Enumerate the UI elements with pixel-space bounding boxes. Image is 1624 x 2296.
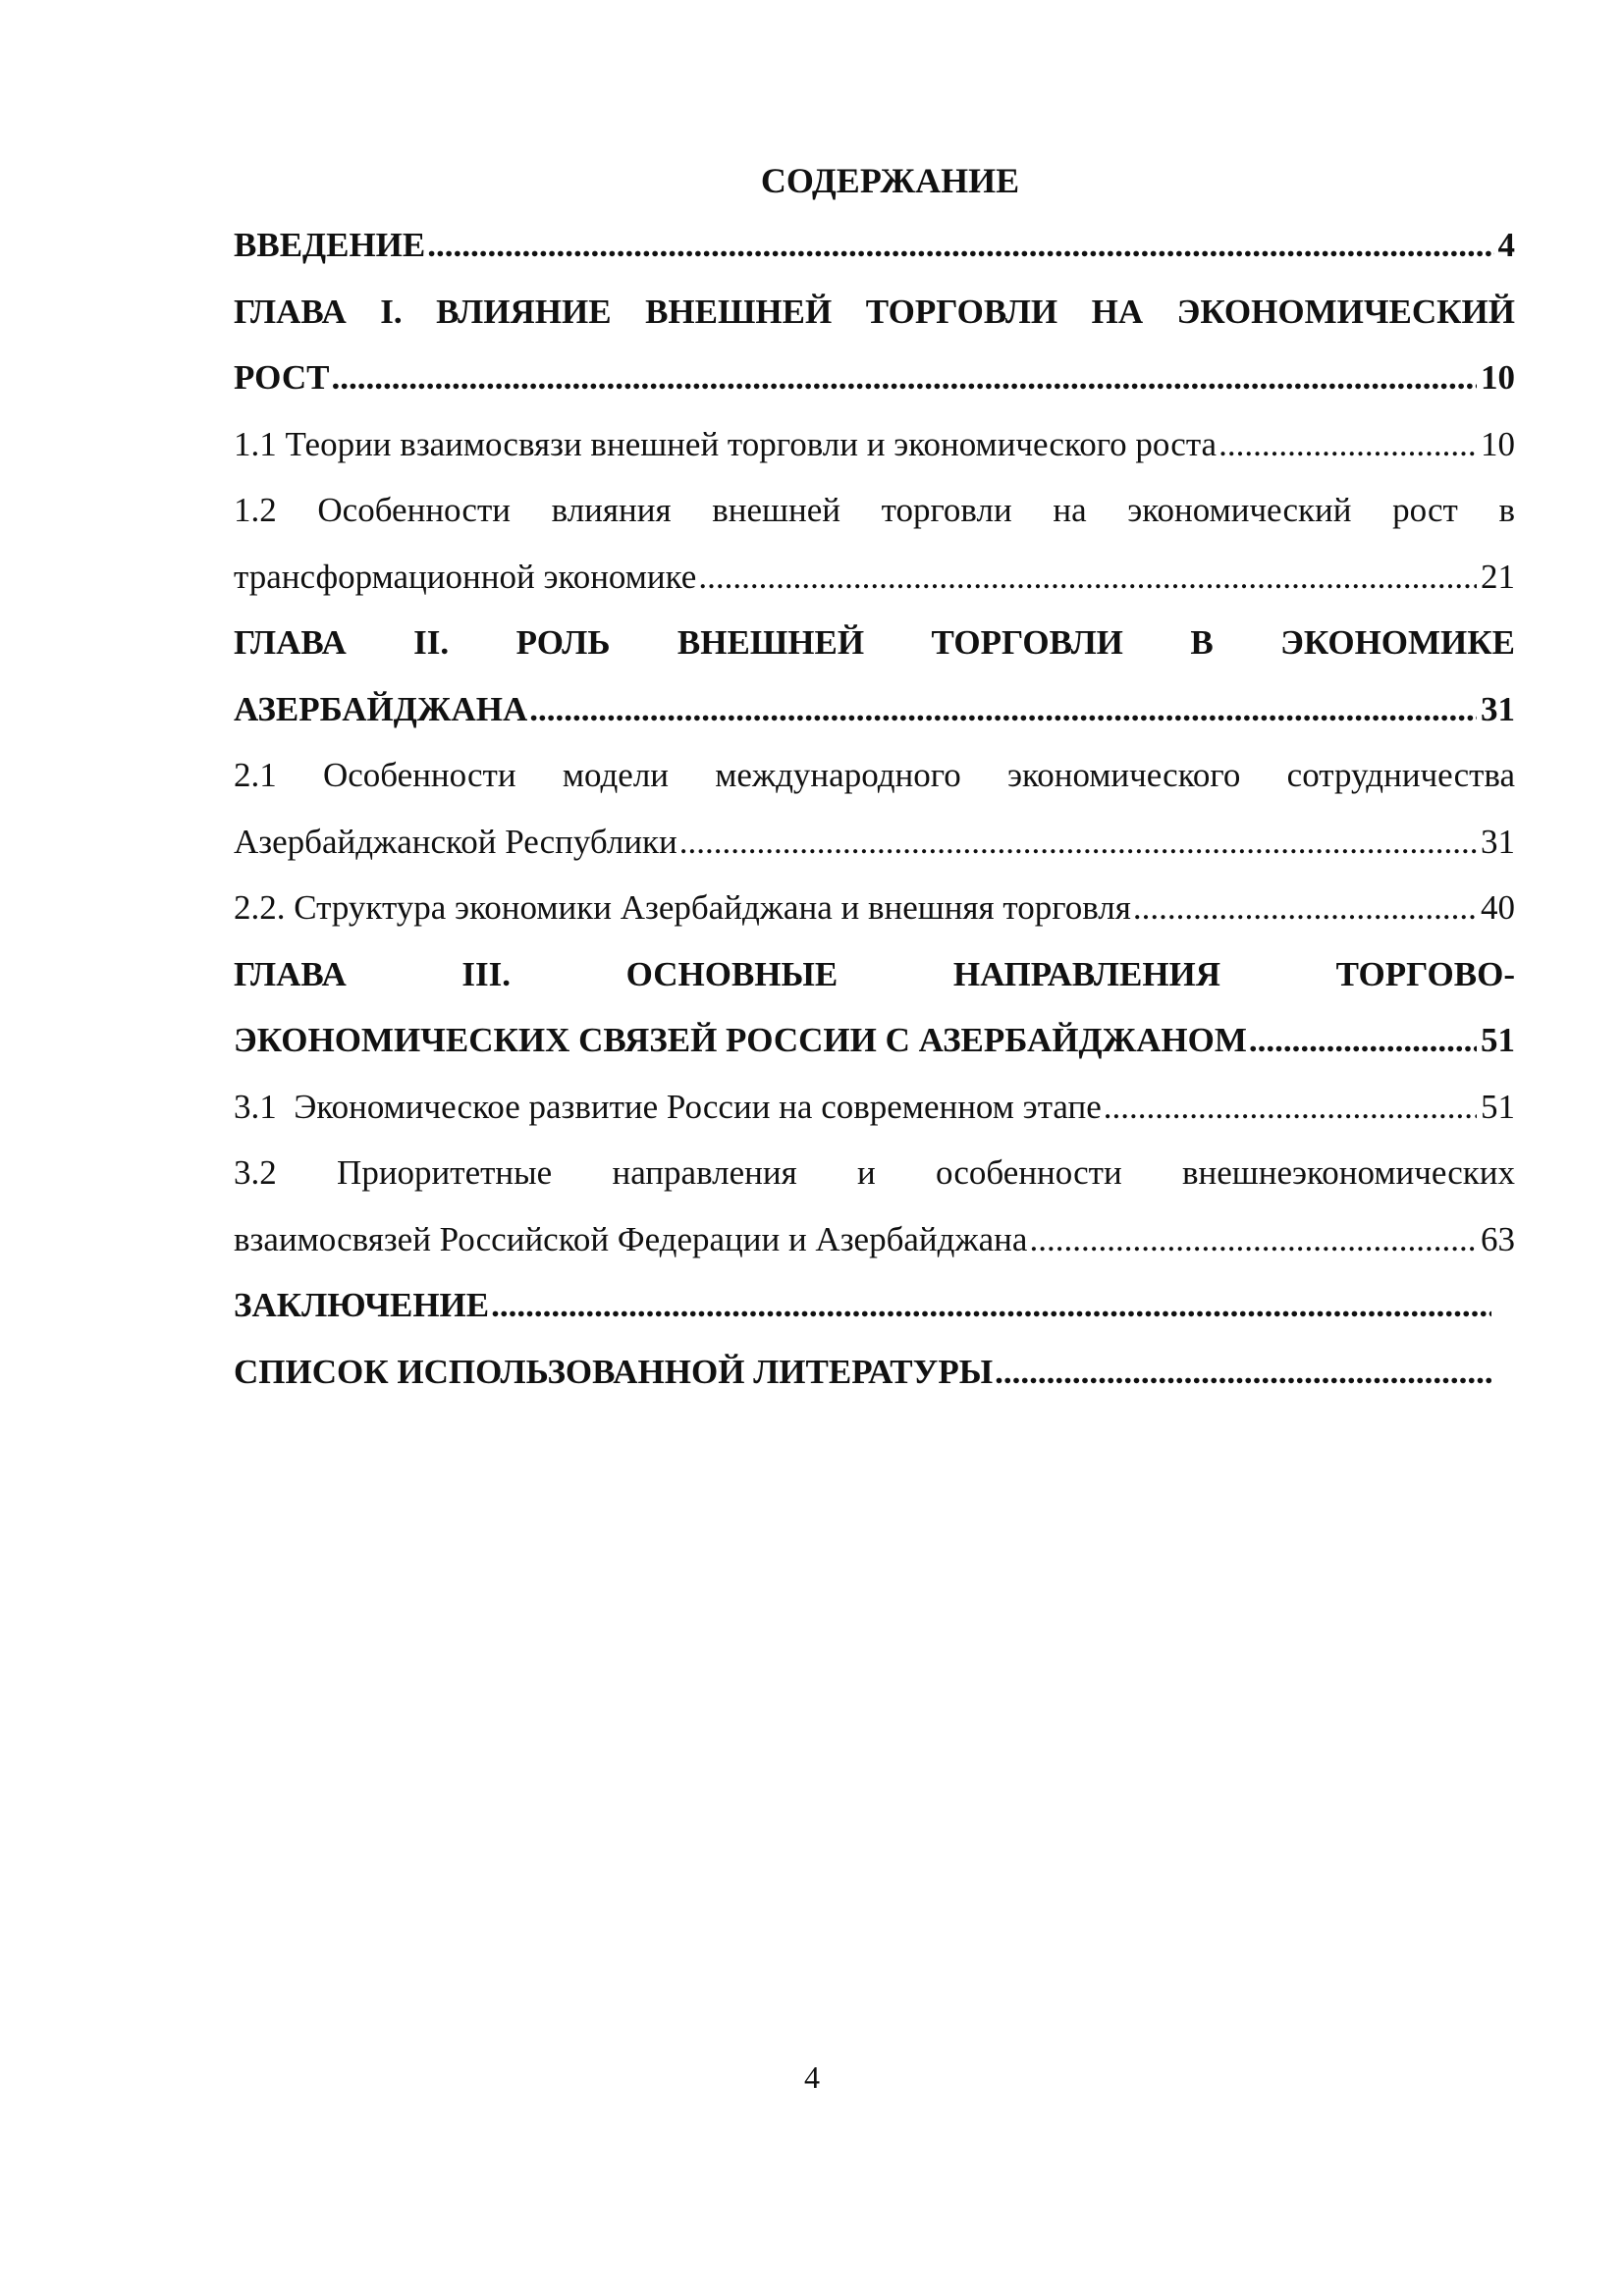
dot-leader [679,809,1477,876]
toc-entry-text-line1: ГЛАВА III. ОСНОВНЫЕ НАПРАВЛЕНИЯ ТОРГОВО- [234,954,1515,993]
dot-leader [1218,411,1477,478]
toc-entry-conclusion[interactable] [234,1272,1495,1339]
toc-entry-text: ВВЕДЕНИЕ [234,226,426,264]
toc-entry-page: 40 [1481,888,1515,927]
toc-entry-text: РОСТ [234,358,330,397]
toc-entry-page: 63 [1481,1219,1515,1258]
toc-entry-text: 1.1 Теории взаимосвязи внешней торговли и экономического роста [234,424,1218,463]
toc-entry-text-line1: 1.2 Особенности влияния внешней торговли на экономический рост в [234,491,1515,529]
dot-leader [698,544,1477,611]
toc-entry-chapter-2[interactable] [234,610,1515,742]
toc-entry-text-line1: ГЛАВА I. ВЛИЯНИЕ ВНЕШНЕЙ ТОРГОВЛИ НА ЭКОНОМИЧЕСКИЙ [234,292,1515,331]
toc-entry-bibliography[interactable] [234,1339,1495,1406]
dot-leader [529,676,1477,743]
toc-entry-text-line1: 2.1 Особенности модели международного экономического сотрудничества [234,756,1515,794]
toc-entry-section-2-1[interactable] [234,742,1515,875]
toc-entry-text: 2.2. Структура экономики Азербайджана и внешняя торговля [234,888,1131,927]
toc-entry-section-3-1[interactable] [234,1074,1515,1141]
toc-entry-text: взаимосвязей Российской Федерации и Азербайджана [234,1219,1028,1258]
toc-entry-chapter-3[interactable] [234,941,1515,1074]
toc-entry-page: 51 [1481,1087,1515,1126]
dot-leader [1029,1206,1477,1273]
toc-entry-last-line [234,345,1515,411]
toc-entry-last-line [234,1007,1515,1074]
dot-leader [1249,1007,1477,1074]
toc-entry-page: 31 [1481,822,1515,861]
toc-entry-section-1-1[interactable] [234,411,1515,478]
toc-entry-text: СПИСОК ИСПОЛЬЗОВАННОЙ ЛИТЕРАТУРЫ [234,1352,994,1391]
toc-entry-page: 10 [1481,358,1515,397]
dot-leader [1104,1074,1477,1141]
toc-entry-text: 3.1 Экономическое развитие России на современном этапе [234,1087,1102,1126]
toc-entry-section-1-2[interactable] [234,477,1515,610]
toc-entry-last-line [234,544,1515,611]
dot-leader [995,1339,1491,1406]
dot-leader [491,1272,1491,1339]
toc-entry-introduction[interactable] [234,212,1515,279]
toc-entry-last-line [234,809,1515,876]
toc-entry-chapter-1[interactable] [234,279,1515,411]
toc-entry-last-line [234,1206,1515,1273]
dot-leader [427,212,1493,279]
toc-entry-text: Азербайджанской Республики [234,822,677,861]
toc-entry-text: трансформационной экономике [234,557,697,596]
toc-entry-text: ЗАКЛЮЧЕНИЕ [234,1286,490,1324]
toc-entry-page: 51 [1481,1021,1515,1059]
toc-entry-page: 10 [1481,424,1515,463]
toc-entry-last-line [234,676,1515,743]
dot-leader [331,345,1477,411]
toc-entry-text: АЗЕРБАЙДЖАНА [234,689,528,728]
toc-entry-text: ЭКОНОМИЧЕСКИХ СВЯЗЕЙ РОССИИ С АЗЕРБАЙДЖАНОМ [234,1021,1247,1059]
page-number: 4 [804,2059,820,2095]
toc-entry-page: 21 [1481,557,1515,596]
toc-entry-section-3-2[interactable] [234,1140,1515,1272]
table-of-contents [234,149,1515,1405]
toc-entry-text-line1: ГЛАВА II. РОЛЬ ВНЕШНЕЙ ТОРГОВЛИ В ЭКОНОМИКЕ [234,623,1515,662]
toc-entry-page: 31 [1481,689,1515,728]
toc-entry-text-line1: 3.2 Приоритетные направления и особенности внешнеэкономических [234,1153,1515,1192]
dot-leader [1133,875,1477,941]
toc-entry-section-2-2[interactable] [234,875,1515,941]
toc-title: СОДЕРЖАНИЕ [760,161,1020,200]
toc-entry-page: 4 [1497,226,1515,264]
